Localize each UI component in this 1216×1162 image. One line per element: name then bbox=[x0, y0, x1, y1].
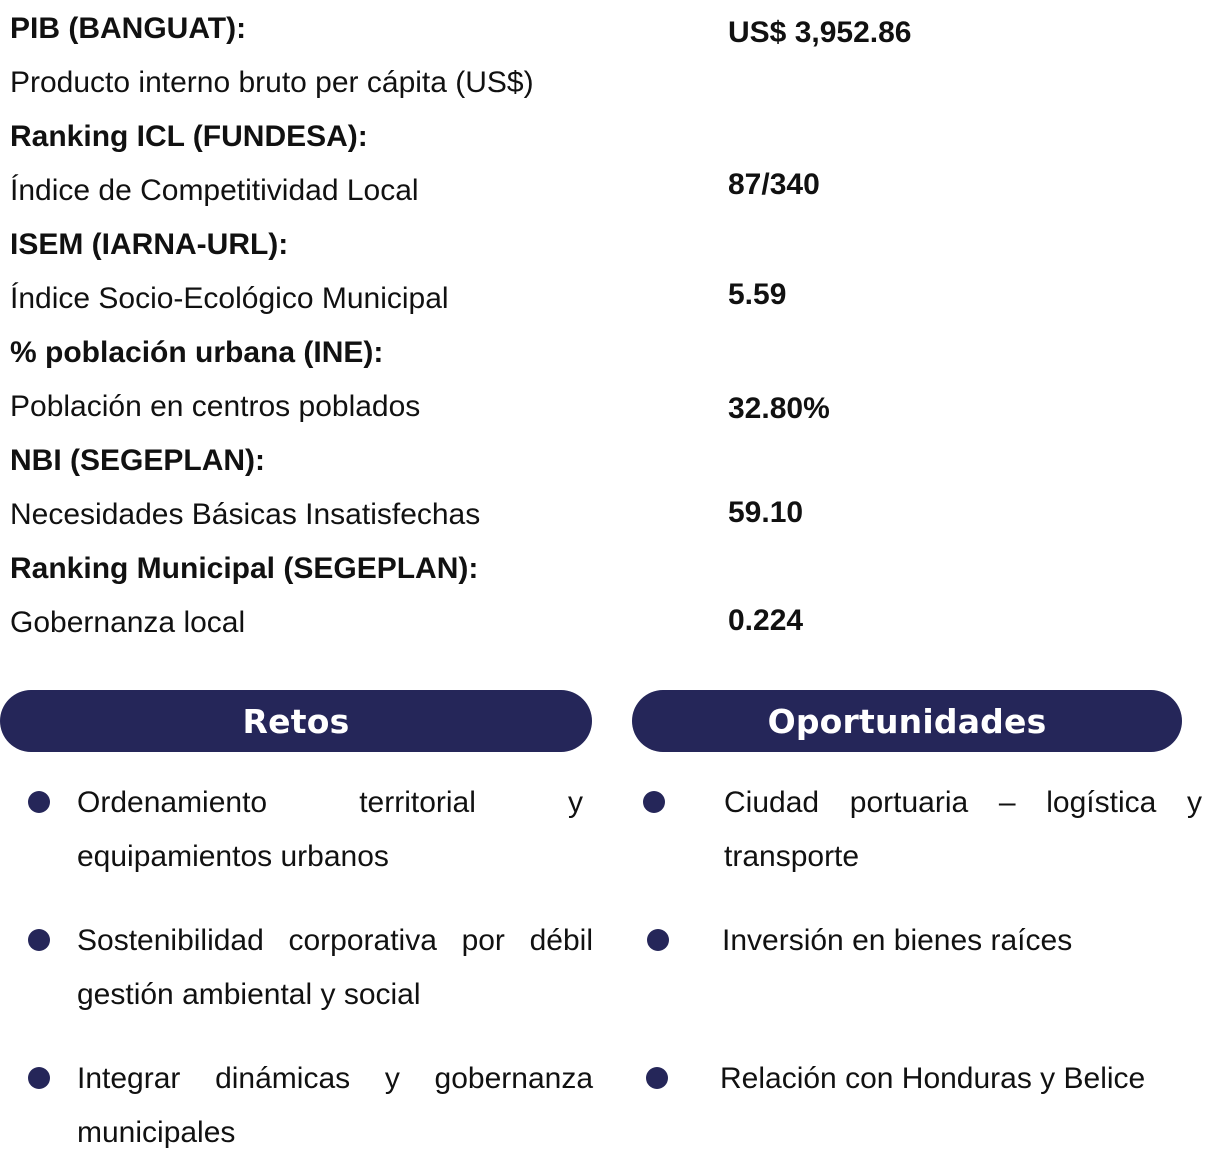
bullet-icon bbox=[28, 929, 50, 951]
bullet-icon bbox=[646, 1067, 668, 1089]
retos-heading: Retos bbox=[0, 690, 592, 752]
oportunidades-item-1-line2: transporte bbox=[724, 840, 860, 873]
indicator-value-icl: 87/340 bbox=[728, 168, 820, 201]
indicator-desc-urbana: Población en centros poblados bbox=[10, 390, 421, 423]
indicator-value-nbi: 59.10 bbox=[728, 496, 804, 529]
retos-item-3 bbox=[77, 1052, 593, 1160]
bullet-icon bbox=[28, 1067, 50, 1089]
indicator-title-isem: ISEM (IARNA-URL): bbox=[10, 228, 289, 261]
oportunidades-heading: Oportunidades bbox=[632, 690, 1182, 752]
indicator-value-urbana: 32.80% bbox=[728, 392, 830, 425]
indicator-desc-isem: Índice Socio-Ecológico Municipal bbox=[10, 282, 449, 315]
retos-item-1-line2: equipamientos urbanos bbox=[77, 840, 389, 873]
indicator-value-pib: US$ 3,952.86 bbox=[728, 16, 912, 49]
indicator-desc-nbi: Necesidades Básicas Insatisfechas bbox=[10, 498, 481, 531]
indicator-value-isem: 5.59 bbox=[728, 278, 787, 311]
indicator-title-ranking-municipal: Ranking Municipal (SEGEPLAN): bbox=[10, 552, 479, 585]
bullet-icon bbox=[28, 791, 50, 813]
indicator-desc-icl: Índice de Competitividad Local bbox=[10, 174, 419, 207]
retos-item-2 bbox=[77, 914, 593, 1022]
bullet-icon bbox=[647, 929, 669, 951]
indicator-value-ranking-municipal: 0.224 bbox=[728, 604, 804, 637]
indicator-title-icl: Ranking ICL (FUNDESA): bbox=[10, 120, 368, 153]
indicator-title-pib: PIB (BANGUAT): bbox=[10, 12, 247, 45]
retos-item-3-line1: Integrar dinámicas y gobernanza bbox=[77, 1062, 593, 1095]
oportunidades-item-2: Inversión en bienes raíces bbox=[722, 924, 1073, 957]
retos-item-3-line2: municipales bbox=[77, 1116, 236, 1149]
indicator-title-nbi: NBI (SEGEPLAN): bbox=[10, 444, 265, 477]
retos-item-1 bbox=[77, 776, 583, 884]
retos-item-2-line1: Sostenibilidad corporativa por débil bbox=[77, 924, 593, 957]
oportunidades-item-3: Relación con Honduras y Belice bbox=[720, 1062, 1146, 1095]
oportunidades-item-1-line1: Ciudad portuaria – logística y bbox=[724, 786, 1202, 819]
bullet-icon bbox=[643, 791, 665, 813]
indicator-desc-pib: Producto interno bruto per cápita (US$) bbox=[10, 66, 534, 99]
indicator-title-urbana: % población urbana (INE): bbox=[10, 336, 384, 369]
oportunidades-item-1 bbox=[724, 776, 1202, 884]
indicator-desc-ranking-municipal: Gobernanza local bbox=[10, 606, 246, 639]
retos-item-2-line2: gestión ambiental y social bbox=[77, 978, 421, 1011]
retos-item-1-line1: Ordenamiento territorial y bbox=[77, 786, 583, 819]
